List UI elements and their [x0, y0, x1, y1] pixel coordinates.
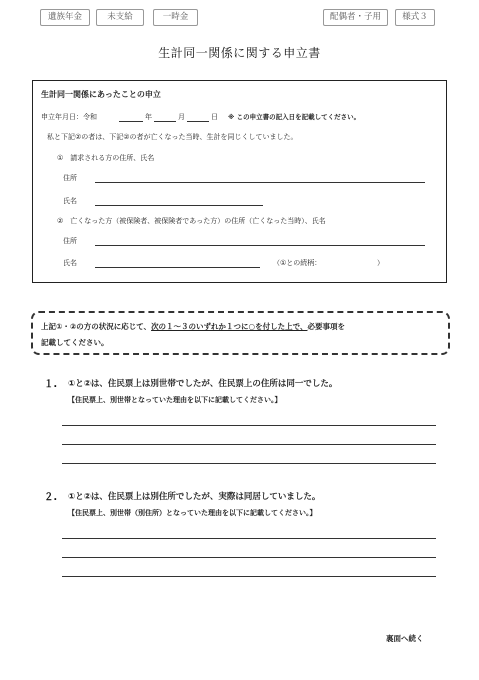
tag-survivor-pension: 遺族年金 — [40, 9, 90, 26]
instruction-part2: 次の１～３のいずれか１つに○を付した上で、 — [151, 322, 308, 331]
section1-note: 【住民票上、別世帯となっていた理由を以下に記載してください。】 — [68, 396, 282, 404]
deceased-name-label: 氏名 — [63, 259, 77, 267]
year-field[interactable] — [119, 121, 143, 122]
tag-form-number: 様式３ — [395, 9, 435, 26]
date-note: ※ この申立書の記入日を記載してください。 — [228, 113, 361, 121]
section2-number: ２. — [44, 492, 58, 503]
section1-answer-line[interactable] — [62, 463, 436, 464]
continue-on-back: 裏面へ続く — [386, 634, 424, 643]
applicant-name-field[interactable] — [95, 205, 263, 206]
deceased-name-field[interactable] — [95, 267, 260, 268]
applicant-address-label: 住所 — [63, 174, 77, 182]
section2-note: 【住民票上、別世帯（別住所）となっていた理由を以下に記載してください。】 — [68, 509, 317, 517]
box-heading: 生計同一関係にあったことの申立 — [41, 90, 161, 99]
section1-answer-line[interactable] — [62, 425, 436, 426]
applicant-name-label: 氏名 — [63, 197, 77, 205]
section2-text: ①と②は、住民票上は別住所でしたが、実際は同居していました。 — [68, 492, 321, 502]
date-label: 申立年月日：令和 — [41, 113, 97, 121]
month-field[interactable] — [154, 121, 176, 122]
statement-text: 私と下記②の者は、下記②の者が亡くなった当時、生計を同じくしていました。 — [47, 133, 298, 141]
tag-unpaid: 未支給 — [96, 9, 144, 26]
instruction-part3: 必要事項を — [307, 322, 345, 331]
year-label: 年 — [145, 113, 152, 121]
relation-close: ） — [377, 259, 384, 267]
item2-label: ② 亡くなった方（被保険者、被保険者であった方）の住所（亡くなった当時）、氏名 — [57, 217, 326, 225]
day-label: 日 — [211, 113, 218, 121]
deceased-address-label: 住所 — [63, 237, 77, 245]
item1-label: ① 請求される方の住所、氏名 — [57, 154, 155, 162]
tag-spouse-child: 配偶者・子用 — [323, 9, 388, 26]
page-title: 生計同一関係に関する申立書 — [158, 46, 321, 60]
instruction-box — [31, 311, 450, 355]
declaration-box — [32, 80, 447, 283]
relation-label: （①との続柄： — [273, 259, 322, 267]
instruction-line1 — [41, 321, 345, 332]
section2-answer-line[interactable] — [62, 538, 436, 539]
month-label: 月 — [178, 113, 185, 121]
section1-text: ①と②は、住民票上は別世帯でしたが、住民票上の住所は同一でした。 — [68, 379, 338, 389]
deceased-address-field[interactable] — [95, 245, 425, 246]
section1-answer-line[interactable] — [62, 444, 436, 445]
section2-answer-line[interactable] — [62, 576, 436, 577]
section1-number: １. — [44, 379, 58, 390]
instruction-part1: 上記①・②の方の状況に応じて、 — [41, 322, 152, 331]
day-field[interactable] — [187, 121, 209, 122]
section2-answer-line[interactable] — [62, 557, 436, 558]
instruction-line2: 記載してください。 — [41, 338, 109, 347]
tag-lump-sum: 一時金 — [153, 9, 198, 26]
applicant-address-field[interactable] — [95, 182, 425, 183]
